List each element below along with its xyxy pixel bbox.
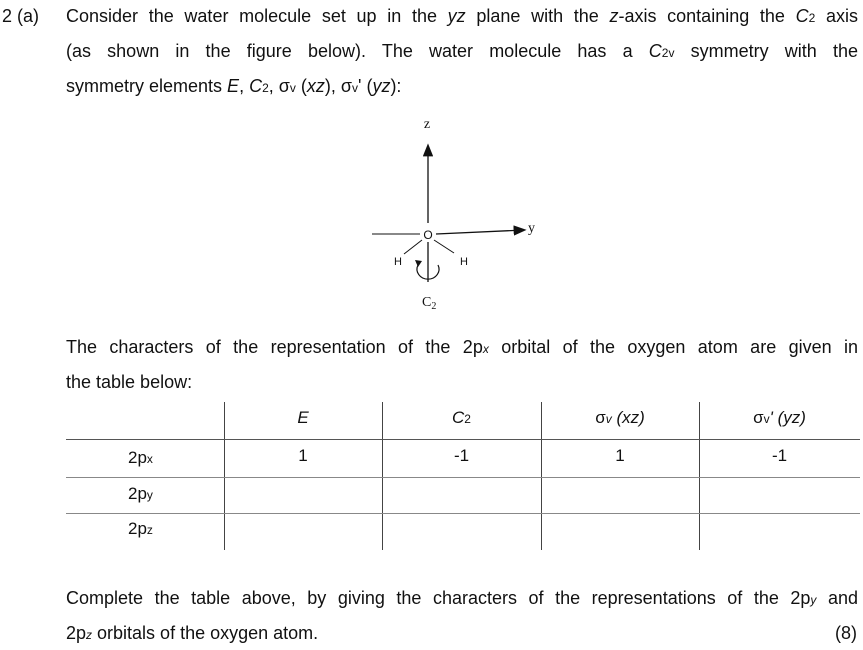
- character-table: [66, 402, 860, 552]
- question-line-2: (as shown in the figure below). The water molecule has a C2v symmetry with the: [66, 41, 859, 61]
- z-axis-label: z: [423, 117, 431, 132]
- header-c2: C2: [452, 408, 471, 427]
- question-number: 2 (a): [2, 6, 40, 26]
- question-line-4: The characters of the representation of the 2px orbital of the oxygen atom are given in: [66, 337, 858, 357]
- c2-axis-label: $C_2$: [422, 295, 437, 312]
- rotation-arrowhead-icon: [415, 260, 422, 267]
- cell-2px-sigma-v: 1: [615, 446, 625, 465]
- row-label-2px: 2px: [128, 448, 153, 467]
- oxygen-atom-label: O: [423, 228, 433, 242]
- y-axis-arrow: [436, 230, 524, 234]
- oh-bond-left: [404, 240, 422, 254]
- hydrogen-atom-right: H: [460, 256, 468, 268]
- header-e: E: [297, 408, 309, 427]
- question-line-6: Complete the table above, by giving the characters of the representations of the 2py and: [66, 588, 858, 608]
- row-label-2py: 2py: [128, 484, 153, 503]
- oh-bond-right: [434, 240, 454, 253]
- cell-2px-c2: -1: [453, 446, 470, 465]
- y-axis-label: y: [528, 221, 535, 236]
- question-line-7: 2pz orbitals of the oxygen atom.: [66, 623, 319, 643]
- hydrogen-atom-left: H: [394, 256, 402, 268]
- cell-2px-sigma-v-prime: -1: [771, 446, 788, 465]
- water-molecule-figure: [360, 110, 560, 320]
- marks-label: (8): [835, 623, 857, 643]
- header-sigma-v: σv (xz): [595, 408, 645, 427]
- question-line-1: Consider the water molecule set up in the yz plane with the z-axis containing the C2 axis: [66, 6, 859, 26]
- question-line-3: symmetry elements E, C2, σv (xz), σv' (yz):: [66, 76, 402, 96]
- question-line-5: the table below:: [66, 372, 193, 392]
- row-label-2pz: 2pz: [128, 519, 153, 538]
- header-sigma-v-prime: σv' (yz): [753, 408, 806, 427]
- cell-2px-e: 1: [298, 446, 308, 465]
- table-row-rule-1: [66, 477, 860, 478]
- table-row-rule-2: [66, 513, 860, 514]
- table-header-rule: [66, 439, 860, 440]
